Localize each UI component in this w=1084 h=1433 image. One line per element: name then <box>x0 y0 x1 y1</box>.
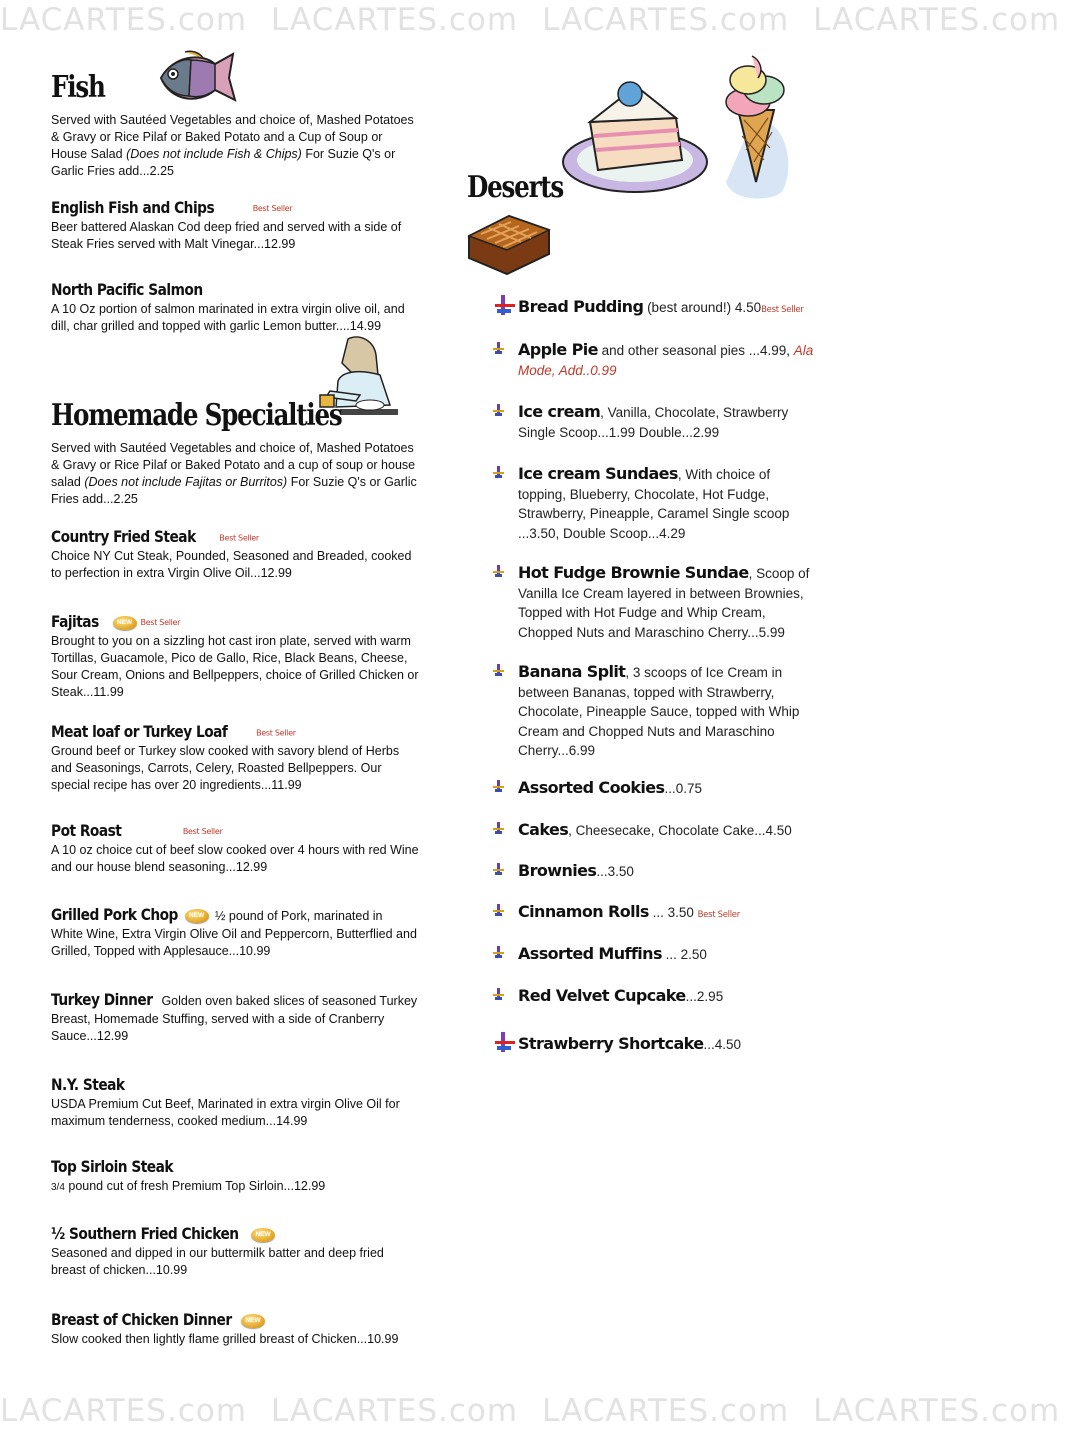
best-seller-badge: Best Seller <box>697 910 740 920</box>
bullet-icon <box>494 1032 516 1054</box>
menu-item: Breast of Chicken Dinner NEW Slow cooked then lightly flame grilled breast of Chicken...10.99 <box>51 1310 399 1346</box>
desert-item: Strawberry Shortcake...4.50 <box>518 1034 818 1055</box>
specialties-title: Homemade Specialties <box>51 398 342 433</box>
best-seller-badge: Best Seller <box>252 204 293 214</box>
cake-slice-illustration <box>560 74 710 199</box>
menu-item: North Pacific Salmon A 10 Oz portion of salmon marinated in extra virgin olive oil, and dill, char grilled and topped with garlic Lemon butter....14.99 <box>51 280 405 333</box>
bullet-icon <box>492 946 506 960</box>
desert-item: Hot Fudge Brownie Sundae, Scoop of Vanilla Ice Cream layered in between Brownies, Topped with Hot Fudge and Whip Cream, Chopped Nuts and Maraschino Cherry...5.99 <box>518 563 818 642</box>
best-seller-badge: Best Seller <box>182 827 223 837</box>
desert-item: Banana Split, 3 scoops of Ice Cream in between Bananas, topped with Strawberry, Chocolate, Pineapple Sauce, topped with Whip Cream and Chopped Nuts and Maraschino Cherry...6.99 <box>518 662 818 761</box>
bullet-icon <box>492 342 506 356</box>
menu-item: Meat loaf or Turkey Loaf Best Seller Ground beef or Turkey slow cooked with savory blend of Herbs and Seasonings, Carrots, Celery, Roasted Bellpeppers. Our special recipe has over 20 ingredients...11.99 <box>51 722 400 792</box>
new-badge: NEW <box>251 1228 275 1242</box>
bullet-icon <box>492 565 506 579</box>
fish-section <box>51 70 421 180</box>
fish-description: Served with Sautéed Vegetables and choice of, Mashed Potatoes & Gravy or Rice Pilaf or Baked Potato and a Cup of Soup or House Salad (Does not include Fish & Chips) For Suzie Q's or Garlic Fries add...2.25 <box>51 113 414 178</box>
specialties-section <box>51 398 421 508</box>
bullet-icon <box>492 664 506 678</box>
desert-item: Ice cream Sundaes, With choice of topping, Blueberry, Chocolate, Hot Fudge, Strawberry, Pineapple, Caramel Single scoop ...3.50, Double Scoop...4.29 <box>518 464 818 543</box>
watermark-bottom: LACARTES.com LACARTES.com LACARTES.com LACARTES.com <box>0 1393 1061 1429</box>
fish-title: Fish <box>51 70 105 105</box>
menu-item: Grilled Pork Chop NEW ½ pound of Pork, marinated in White Wine, Extra Virgin Olive Oil and Peppercorn, Butterflied and Grilled, Topped with Applesauce...10.99 <box>51 905 417 958</box>
bullet-icon <box>492 863 506 877</box>
menu-item: N.Y. Steak USDA Premium Cut Beef, Marinated in extra virgin Olive Oil for maximum tenderness, cooked medium...14.99 <box>51 1075 400 1128</box>
deserts-title: Deserts <box>467 170 564 205</box>
menu-item: Top Sirloin Steak 3/4 pound cut of fresh Premium Top Sirloin...12.99 <box>51 1157 326 1193</box>
menu-item: Fajitas NEW Best Seller Brought to you on a sizzling hot cast iron plate, served with warm Tortillas, Guacamole, Pico de Gallo, Rice, Black Beans, Cheese, Sour Cream, Onions and Bellpeppers, choice of Grilled Chicken or Steak...11.99 <box>51 612 419 699</box>
new-badge: NEW <box>113 616 137 630</box>
best-seller-badge: Best Seller <box>761 305 804 315</box>
bullet-icon <box>492 404 506 418</box>
desert-item: Brownies...3.50 <box>518 861 818 882</box>
ice-cream-cone-illustration <box>712 52 798 202</box>
best-seller-badge: Best Seller <box>256 728 296 738</box>
bullet-icon <box>494 295 516 317</box>
menu-item: Pot Roast Best Seller A 10 oz choice cut of beef slow cooked over 4 hours with red Wine and our house blend seasoning...12.99 <box>51 821 419 874</box>
menu-item: Country Fried Steak Best Seller Choice NY Cut Steak, Pounded, Seasoned and Breaded, cooked to perfection in extra Virgin Olive Oil...12.99 <box>51 527 412 580</box>
new-badge: NEW <box>185 909 209 923</box>
new-badge: NEW <box>241 1314 265 1328</box>
brownie-illustration <box>467 208 552 276</box>
desert-item: Assorted Muffins ... 2.50 <box>518 944 818 965</box>
watermark-top: LACARTES.com LACARTES.com LACARTES.com LACARTES.com <box>0 2 1061 38</box>
bullet-icon <box>492 988 506 1002</box>
bullet-icon <box>492 904 506 918</box>
desert-item: Red Velvet Cupcake...2.95 <box>518 986 818 1007</box>
desert-item: Assorted Cookies...0.75 <box>518 778 818 799</box>
desert-item: Cakes, Cheesecake, Chocolate Cake...4.50 <box>518 820 818 841</box>
bullet-icon <box>492 466 506 480</box>
desert-item: Apple Pie and other seasonal pies ...4.99, Ala Mode, Add..0.99 <box>518 340 818 380</box>
desert-item: Cinnamon Rolls ... 3.50 Best Seller <box>518 902 818 926</box>
menu-item: ½ Southern Fried Chicken NEW Seasoned and dipped in our buttermilk batter and deep fried breast of chicken...10.99 <box>51 1224 384 1277</box>
bullet-icon <box>492 822 506 836</box>
desert-item: Bread Pudding (best around!) 4.50Best Seller <box>518 297 818 321</box>
desert-item: Ice cream, Vanilla, Chocolate, Strawberry Single Scoop...1.99 Double...2.99 <box>518 402 818 442</box>
best-seller-badge: Best Seller <box>140 618 181 628</box>
menu-item: Turkey Dinner Golden oven baked slices of seasoned Turkey Breast, Homemade Stuffing, served with a side of Cranberry Sauce...12.99 <box>51 990 418 1043</box>
menu-item: English Fish and Chips Best Seller Beer battered Alaskan Cod deep fried and served with a side of Steak Fries served with Malt Vinegar...12.99 <box>51 198 402 251</box>
best-seller-badge: Best Seller <box>219 533 259 543</box>
specialties-description: Served with Sautéed Vegetables and choice of, Mashed Potatoes & Gravy or Rice Pilaf or Baked Potato and a cup of soup or house salad (Does not include Fajitas or Burritos) For Suzie Q's or Garlic Fries add...2.25 <box>51 441 417 506</box>
bullet-icon <box>492 780 506 794</box>
